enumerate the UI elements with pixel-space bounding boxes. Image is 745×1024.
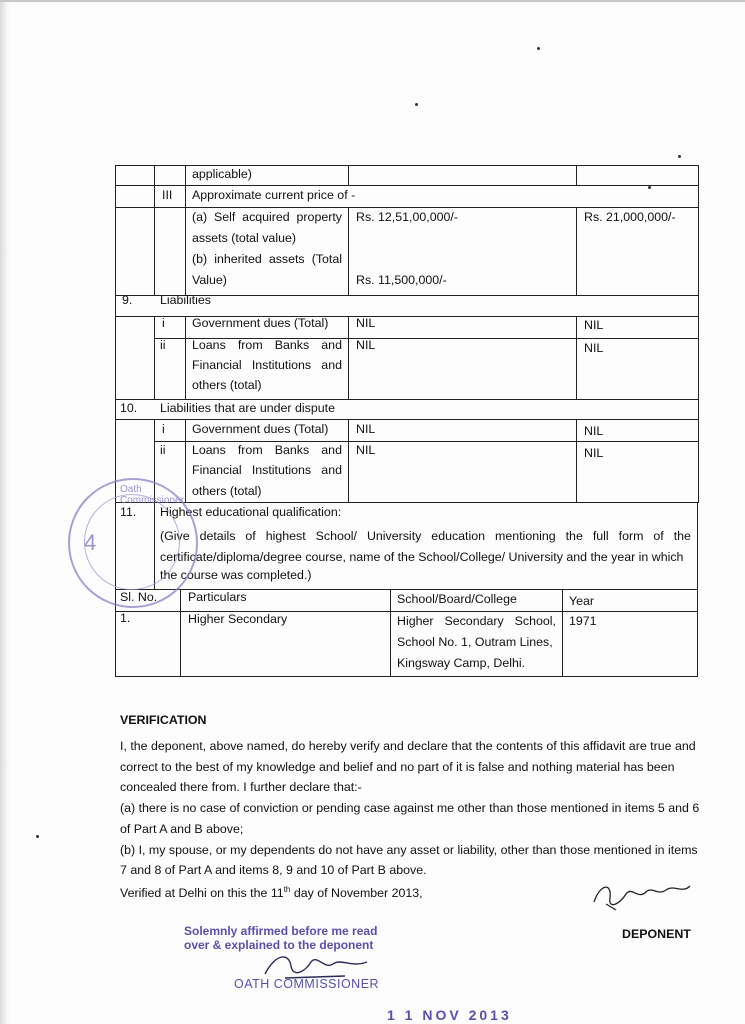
word: inherited — [214, 252, 262, 266]
table-rule — [115, 502, 698, 503]
cell-value: NIL — [356, 338, 376, 352]
word: of — [245, 529, 256, 543]
verification-line: I, the deponent, above named, do hereby verify and declare that the contents of this affidavit are true and — [120, 739, 696, 753]
word: School, — [514, 614, 556, 628]
table-rule — [115, 165, 699, 166]
table-rule — [390, 589, 391, 676]
table-rule — [348, 419, 349, 502]
word: Institutions — [251, 463, 312, 477]
word: details — [199, 529, 236, 543]
table-rule — [115, 399, 699, 400]
table-rule — [576, 419, 577, 502]
seal-inner-ring — [84, 494, 180, 590]
cell-school-line3: Kingsway Camp, Delhi. — [397, 656, 526, 670]
table-rule — [154, 316, 155, 399]
cell-particulars: Higher Secondary — [188, 612, 288, 626]
stamp-line1: Solemnly affirmed before me read — [184, 924, 378, 938]
word: Higher — [397, 614, 434, 628]
word: Institutions — [251, 358, 312, 372]
section-heading: Highest educational qualification: — [160, 505, 342, 519]
cell-sl: 1. — [120, 611, 131, 625]
word: School/ — [315, 529, 357, 543]
cell-value: NIL — [584, 318, 604, 332]
section-number: 10. — [120, 401, 138, 415]
word: (Give — [160, 529, 190, 543]
table-rule — [562, 589, 563, 676]
word: and — [321, 443, 342, 457]
table-rule — [154, 441, 699, 442]
row-label: Approximate current price of - — [192, 188, 356, 202]
table-rule — [348, 207, 349, 295]
ordinal-suffix: th — [283, 885, 291, 894]
scan-speck — [415, 103, 418, 106]
scan-speck — [678, 155, 681, 158]
loans-label-line3: others (total) — [192, 484, 262, 498]
row-number: ii — [160, 338, 166, 352]
table-rule — [185, 316, 186, 399]
deponent-label: DEPONENT — [622, 927, 691, 941]
table-rule — [115, 165, 116, 502]
seal-number: 4 — [84, 530, 97, 555]
table-rule — [698, 165, 699, 502]
scan-speck — [36, 835, 39, 838]
value-spouse-assets: Rs. 21,000,000/- — [584, 210, 676, 224]
table-rule — [115, 419, 699, 420]
row-number: i — [162, 316, 165, 330]
col-header-school: School/Board/College — [397, 592, 517, 606]
word: Banks — [274, 443, 310, 457]
table-rule — [115, 185, 699, 186]
word: Financial — [192, 358, 242, 372]
word: Financial — [192, 463, 242, 477]
table-rule — [348, 165, 349, 185]
cell-value: NIL — [584, 424, 604, 438]
oath-commissioner-seal — [68, 478, 198, 608]
word: mentioning — [495, 529, 556, 543]
value-self-acquired: Rs. 12,51,00,000/- — [356, 210, 458, 224]
asset-b-label-line2: Value) — [192, 273, 227, 287]
word: education — [431, 529, 486, 543]
verification-line: of Part A and B above; — [120, 822, 244, 836]
scan-speck — [537, 47, 540, 50]
section-number: 11. — [120, 505, 137, 519]
verification-line: (a) there is no case of conviction or pending case against me other than those mentioned in items 5 and 6 — [120, 801, 700, 815]
table-rule — [185, 165, 186, 295]
loans-label-line2 — [192, 463, 342, 477]
table-rule — [115, 207, 699, 208]
verified-at-line — [120, 883, 423, 900]
table-rule — [576, 316, 577, 399]
row-label: Government dues (Total) — [192, 316, 329, 330]
word: Banks — [274, 338, 310, 352]
row-number: III — [162, 188, 173, 202]
loans-label-line1 — [192, 443, 342, 457]
word: the — [565, 529, 583, 543]
cell-value: NIL — [356, 422, 376, 436]
scan-edge-shadow — [0, 0, 10, 1024]
word: (a) — [192, 210, 208, 224]
scan-top-edge — [0, 0, 745, 2]
verification-line: (b) I, my spouse, or my dependents do not have any asset or liability, other than those mentioned in items — [120, 843, 698, 857]
loans-label-line2 — [192, 358, 342, 372]
stamp-line2: over & explained to the deponent — [184, 938, 374, 952]
word: assets — [268, 252, 305, 266]
word: University — [366, 529, 422, 543]
word: form — [618, 529, 644, 543]
word: from — [237, 443, 263, 457]
verification-title: VERIFICATION — [120, 713, 207, 727]
col-header-year: Year — [569, 594, 595, 608]
stamp-line3: OATH COMMISSIONER — [234, 977, 380, 991]
section-heading: Liabilities that are under dispute — [160, 401, 335, 415]
word: the — [673, 529, 691, 543]
row-label: Government dues (Total) — [192, 422, 329, 436]
word: full — [592, 529, 609, 543]
asset-b-label-line1 — [192, 252, 342, 266]
word: from — [237, 338, 263, 352]
asset-a-label-line1 — [192, 210, 342, 224]
section-heading: Liabilities — [160, 293, 211, 307]
word: Loans — [192, 338, 226, 352]
cell-applicable: applicable) — [192, 167, 252, 181]
value-inherited: Rs. 11,500,000/- — [356, 273, 447, 287]
verified-text: day of November 2013, — [290, 886, 423, 901]
asset-a-label-line2: assets (total value) — [192, 231, 296, 245]
table-rule — [115, 676, 698, 677]
education-instructions-line1 — [160, 529, 691, 543]
section-number: 9. — [122, 293, 133, 307]
verification-line: 7 and 8 of Part A and items 8, 9 and 10 of Part B above. — [120, 863, 427, 877]
table-rule — [154, 165, 155, 295]
word: and — [321, 463, 342, 477]
cell-school-line1 — [397, 614, 556, 628]
word: Loans — [192, 443, 226, 457]
word: (Total — [311, 252, 342, 266]
word: of — [653, 529, 664, 543]
education-instructions-line3: the course was completed.) — [160, 568, 312, 582]
cell-value: NIL — [584, 446, 604, 460]
table-rule — [576, 165, 577, 185]
deponent-signature — [586, 874, 704, 920]
word: (b) — [192, 252, 208, 266]
word: Self — [213, 210, 236, 224]
verification-line: correct to the best of my knowledge and belief and no part of it is false and nothing material has been — [120, 760, 675, 774]
seal-text: Oath Commissioner — [120, 484, 184, 506]
stamp-date: 1 1 NOV 2013 — [387, 1007, 512, 1023]
table-rule — [576, 207, 577, 295]
cell-year: 1971 — [569, 614, 597, 628]
word: Secondary — [444, 614, 504, 628]
table-rule — [348, 316, 349, 399]
education-instructions-line2: certificate/diploma/degree course, name of the School/College/ University and the year in which — [160, 550, 684, 564]
scan-speck — [648, 186, 651, 189]
word: property — [296, 210, 342, 224]
cell-value: NIL — [356, 316, 376, 330]
word: highest — [265, 529, 306, 543]
word: acquired — [242, 210, 290, 224]
table-rule — [180, 589, 181, 676]
table-rule — [697, 502, 698, 676]
word: and — [321, 358, 342, 372]
row-number: ii — [160, 443, 166, 457]
cell-value: NIL — [356, 443, 376, 457]
loans-label-line3: others (total) — [192, 378, 262, 392]
col-header-particulars: Particulars — [188, 590, 247, 604]
verified-text: Verified at Delhi on this the 11 — [120, 886, 284, 901]
row-number: i — [162, 422, 165, 436]
col-header-sl: Sl. No. — [120, 590, 158, 604]
cell-value: NIL — [584, 341, 604, 355]
loans-label-line1 — [192, 338, 342, 352]
verification-line: concealed there from. I further declare that:- — [120, 780, 362, 794]
cell-school-line2: School No. 1, Outram Lines, — [397, 635, 553, 649]
word: and — [321, 338, 342, 352]
